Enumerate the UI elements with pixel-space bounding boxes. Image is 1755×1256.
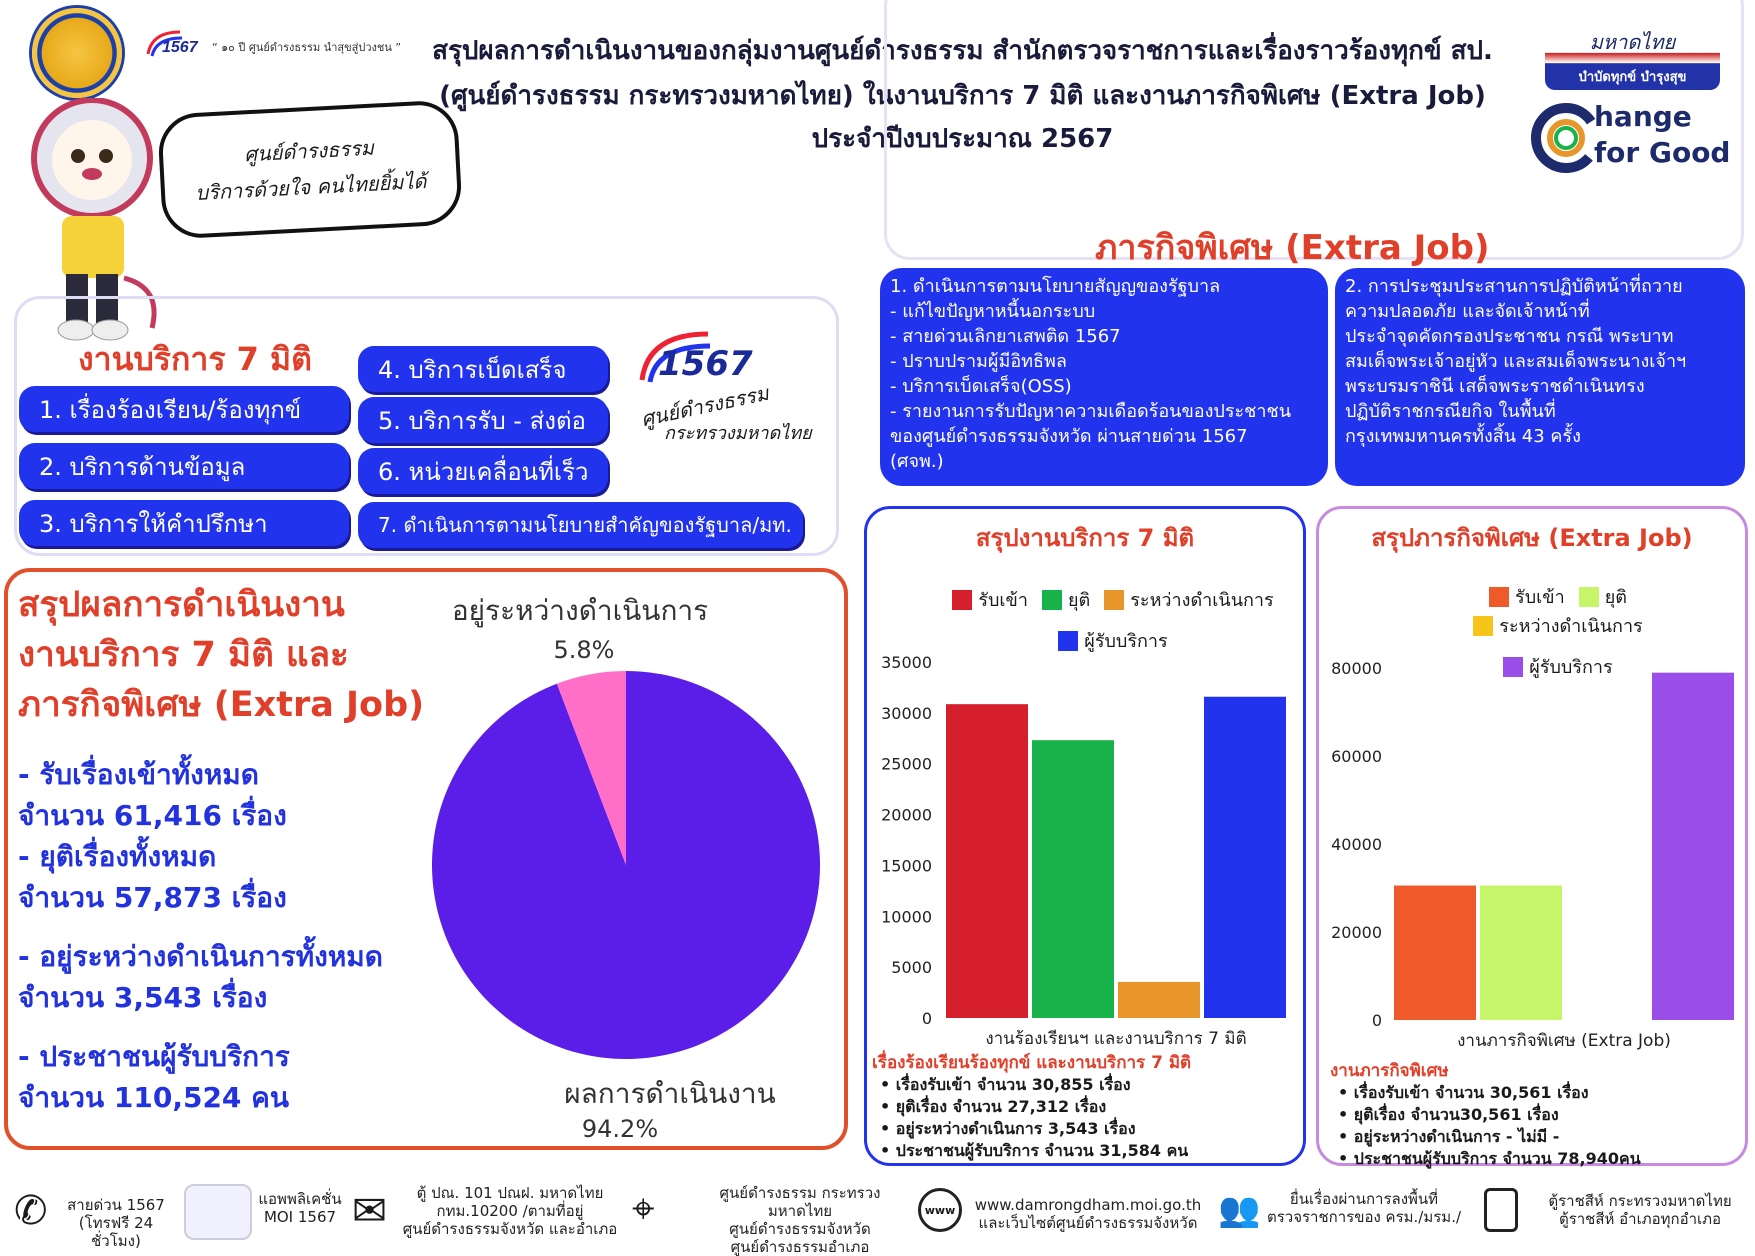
summary-heading-line-3: ภารกิจพิเศษ (Extra Job) (18, 685, 425, 725)
summary-people-value: จำนวน 110,524 คน (18, 1081, 290, 1114)
services-chart-legend-item-3 (1104, 585, 1273, 614)
footer-mailbox (1530, 1192, 1750, 1228)
people-group-icon: 👥 (1218, 1190, 1261, 1230)
summary-pie-chart (420, 575, 840, 1145)
service-item-5: 5. บริการรับ - ส่งต่อ (358, 397, 608, 443)
services-chart-bar-2 (1032, 740, 1114, 1018)
extra-chart-legend-label-1: รับเข้า (1515, 587, 1565, 608)
services-chart-note-4: • ประชาชนผู้รับบริการ จำนวน 31,584 คน (880, 1141, 1189, 1160)
services-chart-legend-swatch-1 (952, 590, 972, 610)
extra-chart-legend-swatch-1 (1489, 587, 1509, 607)
services-chart-note-3: • อยู่ระหว่างดำเนินการ 3,543 เรื่อง (880, 1119, 1136, 1138)
services-chart-y-tick-6: 25000 (881, 754, 932, 774)
extra-job-box-2 (1335, 268, 1745, 486)
mailbox-icon (1484, 1188, 1518, 1232)
footer-field-line-2: ตรวจราชการของ ครม./มรม./ (1266, 1208, 1462, 1226)
footer-mail-line-2: กทม.10200 /ตามที่อยู่ (436, 1202, 584, 1220)
extra-job-box-2-line-2: ความปลอดภัย และจัดเจ้าหน้าที่ (1345, 301, 1590, 322)
extra-chart-legend-item-1 (1489, 582, 1565, 611)
services-chart-note-2: • ยุติเรื่อง จำนวน 27,312 เรื่อง (880, 1097, 1107, 1116)
footer-website-line-1[interactable]: www.damrongdham.moi.go.th (974, 1196, 1202, 1214)
services-bar-chart (864, 640, 1306, 1060)
extra-job-box-2-line-6: ปฏิบัติราชกรณียกิจ ในพื้นที่ (1345, 401, 1556, 422)
services-chart-legend-label-2: ยุติ (1067, 590, 1091, 611)
extra-job-box-1-line-1: 1. ดำเนินการตามนโยบายสัญญของรัฐบาล (890, 276, 1221, 297)
service-item-6: 6. หน่วยเคลื่อนที่เร็ว (358, 448, 608, 494)
footer-field-line-1: ยื่นเรื่องผ่านการลงพื้นที่ (1289, 1190, 1439, 1208)
extra-chart-notes (1330, 1060, 1740, 1170)
1567-main-logo (628, 320, 828, 450)
footer-hotline (56, 1196, 176, 1250)
location-pin-icon: ⌖ (632, 1186, 655, 1232)
footer-centers-line-3: ศูนย์ดำรงธรรมอำเภอ (730, 1238, 870, 1256)
ministry-seal-logo (32, 8, 122, 98)
extra-chart-title: สรุปภารกิจพิเศษ (Extra Job) (1371, 524, 1693, 552)
services-chart-y-tick-1: 0 (921, 1009, 932, 1028)
extra-job-box-1 (880, 268, 1328, 486)
speech-bubble-line-2: บริการด้วยใจ คนไทยยิ้มได้ (194, 168, 428, 206)
extra-chart-bar-1 (1394, 886, 1476, 1020)
change-word: hange (1594, 100, 1692, 133)
summary-closed-label: - ยุติเรื่องทั้งหมด (18, 840, 217, 873)
extra-chart-note-2: • ยุติเรื่อง จำนวน30,561 เรื่อง (1338, 1105, 1559, 1124)
services-chart-y-tick-4: 15000 (881, 856, 932, 876)
svg-text:1567: 1567 (162, 39, 198, 56)
services-chart-title: สรุปงานบริการ 7 มิติ (975, 524, 1195, 552)
1567-main-logo-number: 1567 (658, 344, 753, 384)
extra-chart-bar-2 (1480, 886, 1562, 1020)
services-chart-legend-item-1 (952, 585, 1028, 614)
extra-job-box-2-line-4: สมเด็จพระเจ้าอยู่หัว และสมเด็จพระนางเจ้าฯ (1345, 351, 1687, 372)
extra-chart-notes-title: งานภารกิจพิเศษ (1330, 1061, 1449, 1081)
extra-job-box-1-line-4: - ปราบปรามผู้มีอิทธิพล (890, 351, 1067, 372)
speech-bubble (157, 99, 463, 240)
services-chart-y-tick-5: 20000 (881, 805, 932, 825)
extra-job-box-1-line-6: - รายงานการรับปัญหาความเดือดร้อนของประชาชน (890, 401, 1292, 422)
footer-app-line-2: MOI 1567 (263, 1208, 337, 1226)
services-chart-y-tick-2: 5000 (891, 958, 932, 978)
footer-hotline-line-1: สายด่วน 1567 (67, 1196, 165, 1214)
extra-job-box-1-line-3: - สายด่วนเลิกยาเสพติด 1567 (890, 326, 1121, 347)
extra-chart-legend-label-2: ยุติ (1604, 587, 1627, 608)
1567-tagline-text: “ ๑๐ ปี ศูนย์ดำรงธรรม นำสุขสู่ปวงชน ” (212, 41, 402, 54)
summary-heading-line-2: งานบริการ 7 มิติ และ (18, 635, 349, 675)
summary-stats (18, 754, 418, 1118)
extra-chart-legend-swatch-3 (1473, 616, 1493, 636)
summary-heading-line-1: สรุปผลการดำเนินงาน (18, 585, 345, 625)
extra-chart-y-tick-2: 20000 (1331, 923, 1382, 942)
extra-job-box-2-line-5: พระบรมราชินี เสด็จพระราชดำเนินทรง (1345, 376, 1645, 397)
extra-chart-y-tick-1: 0 (1371, 1011, 1382, 1030)
extra-chart-x-category: งานภารกิจพิเศษ (Extra Job) (1457, 1031, 1671, 1051)
services-chart-y-tick-8: 35000 (881, 653, 932, 672)
footer-app-line-1: แอพพลิเคชั่น (258, 1190, 342, 1208)
summary-pending-label: - อยู่ระหว่างดำเนินการทั้งหมด (18, 940, 383, 973)
services-chart-legend-label-4: ผู้รับบริการ (1084, 631, 1168, 652)
footer-mail-line-1: ตู้ ปณ. 101 ปณฝ. มหาดไทย (416, 1184, 604, 1202)
service-item-2: 2. บริการด้านข้อมูล (19, 443, 349, 489)
services-chart-legend-item-2 (1042, 585, 1090, 614)
services-chart-notes (872, 1052, 1302, 1162)
footer-centers (690, 1184, 910, 1256)
footer-app (250, 1190, 350, 1226)
service-item-3: 3. บริการให้คำปรึกษา (19, 500, 349, 546)
services-chart-x-category: งานร้องเรียนฯ และงานบริการ 7 มิติ (985, 1029, 1247, 1049)
footer-centers-line-2: ศูนย์ดำรงธรรมจังหวัด (729, 1220, 871, 1238)
extra-job-heading: ภารกิจพิเศษ (Extra Job) (1095, 228, 1490, 268)
extra-job-box-1-line-7: ของศูนย์ดำรงธรรมจังหวัด ผ่านสายด่วน 1567 (890, 426, 1248, 447)
summary-closed-value: จำนวน 57,873 เรื่อง (18, 881, 287, 914)
service-item-1: 1. เรื่องร้องเรียน/ร้องทุกข์ (19, 386, 349, 432)
extra-chart-note-3: • อยู่ระหว่างดำเนินการ - ไม่มี - (1338, 1127, 1560, 1146)
extra-chart-legend-item-3 (1473, 611, 1642, 640)
summary-pending-value: จำนวน 3,543 เรื่อง (18, 981, 268, 1014)
footer-mail-line-3: ศูนย์ดำรงธรรมจังหวัด และอำเภอ (402, 1220, 618, 1238)
services-chart-note-1: • เรื่องรับเข้า จำนวน 30,855 เรื่อง (880, 1075, 1131, 1094)
mail-icon: ✉ (352, 1186, 388, 1235)
services-heading: งานบริการ 7 มิติ (78, 340, 312, 378)
footer-field (1264, 1190, 1464, 1226)
extra-bar-chart (1316, 640, 1748, 1060)
footer-mail (400, 1184, 620, 1238)
services-chart-y-tick-7: 30000 (881, 703, 932, 723)
extra-chart-y-tick-4: 60000 (1331, 747, 1382, 766)
extra-chart-legend-label-3: ระหว่างดำเนินการ (1499, 616, 1643, 637)
moi-slogan-top: มหาดไทย (1589, 30, 1676, 54)
pie-value-label-1: 94.2% (581, 1115, 659, 1143)
pie-label-2: อยู่ระหว่างดำเนินการ (451, 594, 709, 627)
service-item-7: 7. ดำเนินการตามนโยบายสำคัญของรัฐบาล/มท. (358, 502, 803, 548)
1567-main-logo-script: ศูนย์ดำรงธรรม (638, 380, 771, 432)
summary-heading (18, 580, 424, 730)
footer-website-line-2: และเว็บไซต์ศูนย์ดำรงธรรมจังหวัด (978, 1214, 1198, 1232)
footer-website[interactable] (968, 1196, 1208, 1232)
extra-job-box-1-line-2: - แก้ไขปัญหาหนี้นอกระบบ (890, 301, 1096, 322)
for-good-word: for Good (1594, 136, 1731, 169)
extra-chart-y-tick-3: 40000 (1331, 835, 1382, 854)
page-title-line-3: ประจำปีงบประมาณ 2567 (811, 124, 1114, 154)
1567-small-logo (140, 26, 210, 66)
footer-hotline-line-2: (โทรฟรี 24 ชั่วโมง) (78, 1214, 154, 1250)
extra-chart-y-tick-5: 80000 (1331, 659, 1382, 678)
footer-mailbox-line-2: ตู้ราชสีห์ อำเภอทุกอำเภอ (1558, 1210, 1722, 1228)
service-item-4: 4. บริการเบ็ดเสร็จ (358, 346, 608, 392)
pie-value-label-2: 5.8% (553, 636, 615, 664)
services-chart-notes-title: เรื่องร้องเรียนร้องทุกข์ และงานบริการ 7 มิติ (872, 1053, 1192, 1073)
extra-chart-legend-label-4: ผู้รับบริการ (1529, 657, 1613, 678)
extra-chart-bar-4 (1652, 673, 1734, 1020)
services-chart-bar-1 (946, 704, 1028, 1018)
phone-icon: ✆ (14, 1188, 48, 1234)
extra-chart-legend-item-2 (1579, 582, 1627, 611)
extra-chart-note-4: • ประชาชนผู้รับบริการ จำนวน 78,940คน (1338, 1149, 1641, 1168)
speech-bubble-line-1: ศูนย์ดำรงธรรม (243, 135, 375, 167)
extra-chart-note-1: • เรื่องรับเข้า จำนวน 30,561 เรื่อง (1338, 1083, 1589, 1102)
summary-received-value: จำนวน 61,416 เรื่อง (18, 799, 287, 832)
footer-mailbox-line-1: ตู้ราชสีห์ กระทรวงมหาดไทย (1548, 1192, 1732, 1210)
services-chart-legend-swatch-2 (1042, 590, 1062, 610)
app-icon (184, 1184, 252, 1240)
summary-people-label: - ประชาชนผู้รับบริการ (18, 1040, 290, 1073)
services-chart-y-tick-3: 10000 (881, 907, 932, 927)
page-title-line-1: สรุปผลการดำเนินงานของกลุ่มงานศูนย์ดำรงธรรม สำนักตรวจราชการและเรื่องราวร้องทุกข์ สป. (432, 36, 1493, 66)
page-title-line-2: (ศูนย์ดำรงธรรม กระทรวงมหาดไทย) ในงานบริการ 7 มิติ และงานภารกิจพิเศษ (Extra Job) (439, 81, 1486, 111)
services-chart-bar-4 (1204, 697, 1286, 1018)
summary-received-label: - รับเรื่องเข้าทั้งหมด (18, 758, 259, 791)
services-chart-legend-label-3: ระหว่างดำเนินการ (1130, 590, 1274, 611)
1567-main-logo-ministry: กระทรวงมหาดไทย (664, 423, 812, 444)
extra-job-box-1-line-8: (ศจพ.) (890, 451, 944, 472)
moi-slogan-sub: บำบัดทุกข์ บำรุงสุข (1578, 70, 1687, 85)
services-chart-legend-label-1: รับเข้า (978, 590, 1028, 611)
services-chart-bar-3 (1118, 982, 1200, 1018)
extra-job-box-1-line-5: - บริการเบ็ดเสร็จ(OSS) (890, 376, 1072, 397)
www-icon: www (918, 1188, 962, 1232)
services-chart-legend-swatch-3 (1104, 590, 1124, 610)
extra-job-box-2-line-3: ประจำจุดคัดกรองประชาชน กรณี พระบาท (1345, 326, 1674, 347)
footer-centers-line-1: ศูนย์ดำรงธรรม กระทรวงมหาดไทย (719, 1184, 881, 1220)
extra-job-box-2-line-1: 2. การประชุมประสานการปฏิบัติหน้าที่ถวาย (1345, 276, 1683, 297)
pie-label-1: ผลการดำเนินงาน (564, 1077, 776, 1110)
extra-job-box-2-line-7: กรุงเทพมหานครทั้งสิ้น 43 ครั้ง (1345, 426, 1581, 447)
extra-chart-legend-swatch-2 (1579, 587, 1599, 607)
